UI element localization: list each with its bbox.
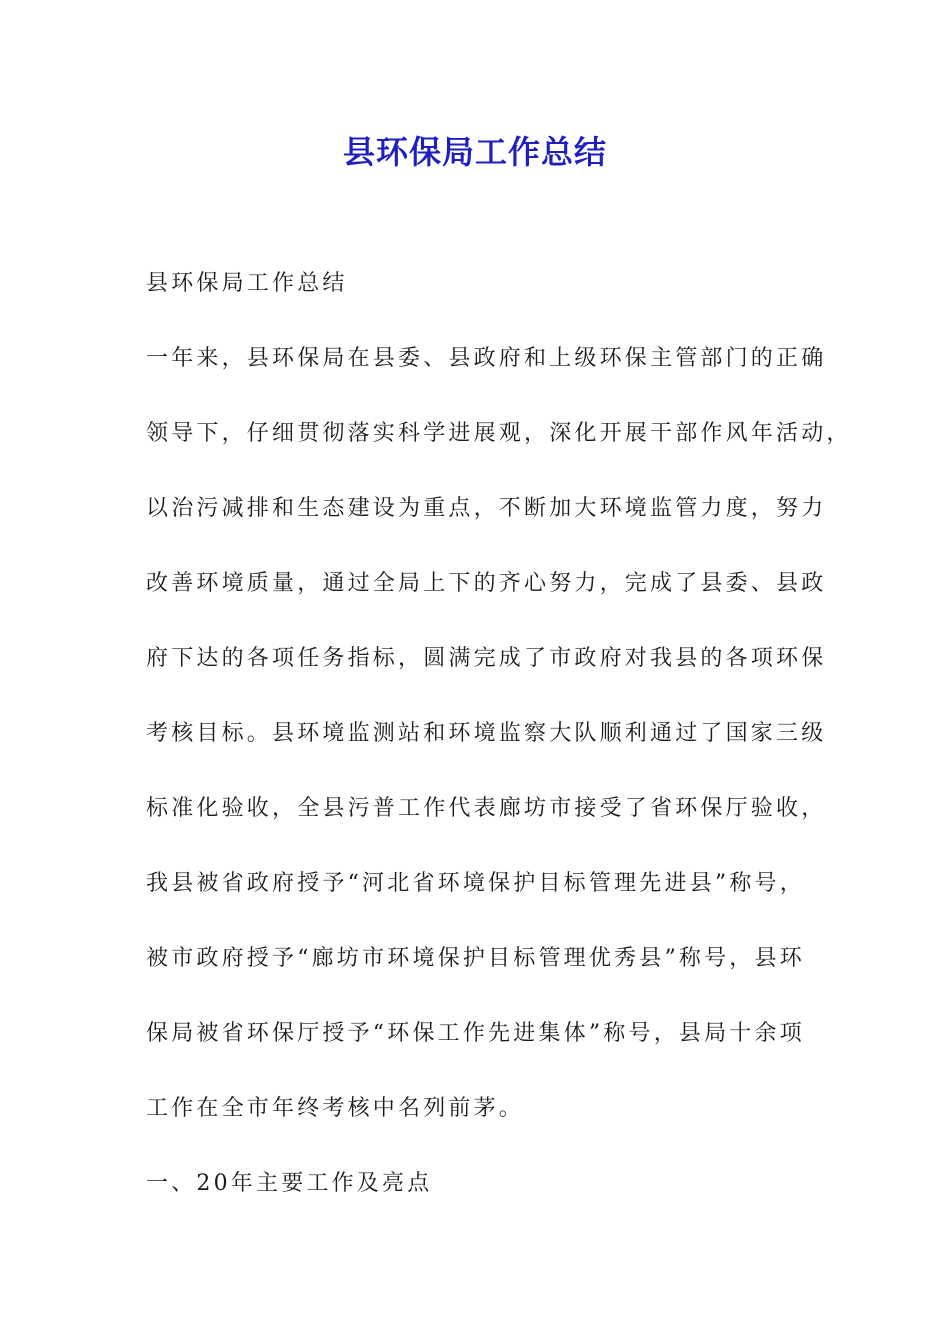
paragraph-line: 考核目标。县环境监测站和环境监察大队顺利通过了国家三级 [146,721,827,746]
paragraph-line: 改善环境质量，通过全局上下的齐心努力，完成了县委、县政 [146,571,827,596]
paragraph-line: 保局被省环保厅授予“环保工作先进集体”称号，县局十余项 [146,1021,805,1046]
paragraph-line: 一年来，县环保局在县委、县政府和上级环保主管部门的正确 [146,346,827,371]
document-body [146,262,852,1237]
paragraph-line: 标准化验收，全县污普工作代表廊坊市接受了省环保厅验收， [146,796,827,821]
paragraph-line: 以治污减排和生态建设为重点，不断加大环境监管力度，努力 [146,496,827,521]
paragraph-line: 被市政府授予“廊坊市环境保护目标管理优秀县”称号，县环 [146,946,805,971]
document-title: 县环保局工作总结 [342,133,607,171]
section-heading: 一、20年主要工作及亮点 [146,1171,433,1196]
paragraph-line: 我县被省政府授予“河北省环境保护目标管理先进县”称号， [146,871,805,896]
paragraph-line: 府下达的各项任务指标，圆满完成了市政府对我县的各项环保 [146,646,827,671]
paragraph-line: 工作在全市年终考核中名列前茅。 [146,1096,525,1121]
paragraph-line: 领导下，仔细贯彻落实科学进展观，深化开展干部作风年活动， [146,421,852,446]
subtitle-line: 县环保局工作总结 [146,271,348,296]
